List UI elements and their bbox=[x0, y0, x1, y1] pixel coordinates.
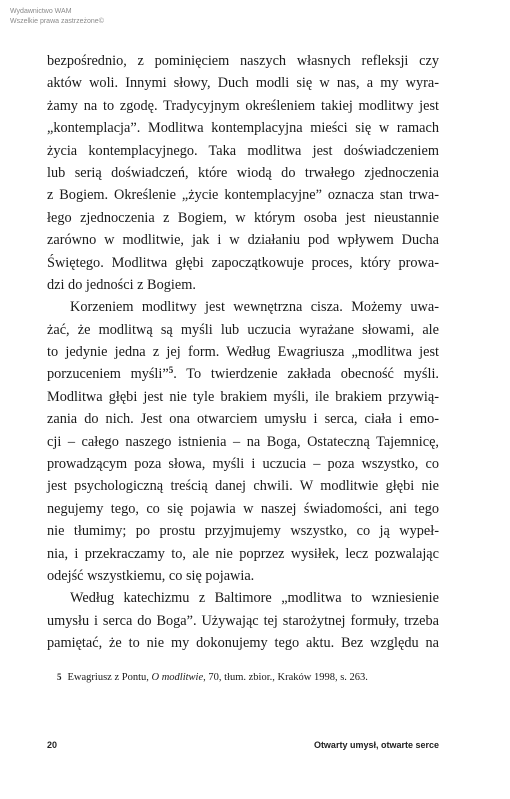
running-title: Otwarty umysł, otwarte serce bbox=[313, 740, 439, 750]
page-number: 20 bbox=[47, 740, 58, 750]
text-line: bezpośrednio, z pominięciem naszych własnych refleksji czy bbox=[47, 53, 439, 69]
footnote-marker: 5 bbox=[168, 365, 174, 376]
text-line: nia, i przekraczamy to, ale nie poprzez wysiłek, lecz pozwalając bbox=[47, 545, 439, 562]
footnote-author: Ewagriusz z Pontu, bbox=[67, 672, 152, 683]
footnote bbox=[57, 672, 368, 683]
text-line: jest psychologiczną treścią danej chwili. W modlitwie głębi nie bbox=[47, 478, 439, 495]
text-line: zania do nich. Jest ona otwarciem umysłu i serca, ciała i emo- bbox=[47, 411, 439, 428]
text-segment: . To twierdzenie zakłada obecność myśli. bbox=[173, 366, 439, 383]
watermark-publisher: Wydawnictwo WAM bbox=[10, 8, 72, 15]
text-line: prowadzącym poza słowa, myśli i uczucia – poza wszystko, co bbox=[47, 456, 439, 473]
text-line: negujemy tego, co się pojawia w naszej świadomości, ani tego bbox=[47, 500, 439, 517]
text-line-with-footnote bbox=[47, 363, 439, 385]
page-footer bbox=[47, 740, 439, 750]
text-line: Korzeniem modlitwy jest wewnętrzna cisza. Możemy uwa- bbox=[70, 299, 439, 316]
text-line: życia kontemplacyjnego. Taka modlitwa jest doświadczeniem bbox=[47, 142, 439, 159]
body-text bbox=[47, 50, 439, 655]
text-line: żać, że modlitwą są myśli lub uczucia wyrażane słowami, ale bbox=[47, 321, 439, 338]
text-line: żamy na to zgodę. Tradycyjnym określeniem takiej modlitwy jest bbox=[47, 97, 439, 114]
text-line: zarówno w modlitwie, jak i w działaniu pod wpływem Ducha bbox=[47, 232, 439, 249]
footnote-title: O modlitwie bbox=[151, 672, 204, 683]
footnote-rest: , 70, tłum. zbior., Kraków 1998, s. 263. bbox=[203, 672, 368, 683]
text-line: to jedynie jedna z jej form. Według Ewagriusza „modlitwa jest bbox=[47, 344, 439, 361]
text-line: aktów woli. Innymi słowy, Duch modli się w nas, a my wyra- bbox=[47, 75, 439, 92]
text-line: Świętego. Modlitwa głębi zapoczątkowuje proces, który prowa- bbox=[47, 254, 439, 271]
text-line: umysłu i serca do Boga”. Używając tej starożytnej formuły, trzeba bbox=[47, 612, 439, 629]
text-line: Modlitwa głębi jest nie tyle brakiem myśli, ile brakiem przywią- bbox=[47, 388, 439, 405]
text-segment: porzuceniem myśli” bbox=[47, 366, 169, 383]
text-line: z Bogiem. Określenie „życie kontemplacyjne” oznacza stan trwa- bbox=[47, 187, 439, 204]
watermark bbox=[10, 7, 104, 27]
text-line: lub serią doświadczeń, które wiodą do trwałego zjednoczenia bbox=[47, 164, 439, 181]
footnote-number: 5 bbox=[57, 672, 62, 682]
text-line: pamiętać, że to nie my dokonujemy tego aktu. Bez względu na bbox=[47, 635, 439, 652]
text-line: nie tłumimy; po prostu przyjmujemy wszystko, co ją wypeł- bbox=[47, 523, 439, 540]
text-line: dzi do jedności z Bogiem. bbox=[47, 276, 196, 293]
text-line: Według katechizmu z Baltimore „modlitwa to wzniesienie bbox=[70, 590, 439, 607]
text-line: cji – całego naszego istnienia – na Boga, Ostateczną Tajemnicę, bbox=[47, 433, 439, 450]
text-line: odejść wszystkiemu, co się pojawia. bbox=[47, 567, 255, 584]
text-line: „kontemplacja”. Modlitwa kontemplacyjna mieści się w ramach bbox=[47, 120, 439, 137]
text-line: łego zjednoczenia z Bogiem, w którym osoba jest nieustannie bbox=[47, 209, 439, 226]
watermark-rights: Wszelkie prawa zastrzeżone© bbox=[10, 18, 104, 25]
